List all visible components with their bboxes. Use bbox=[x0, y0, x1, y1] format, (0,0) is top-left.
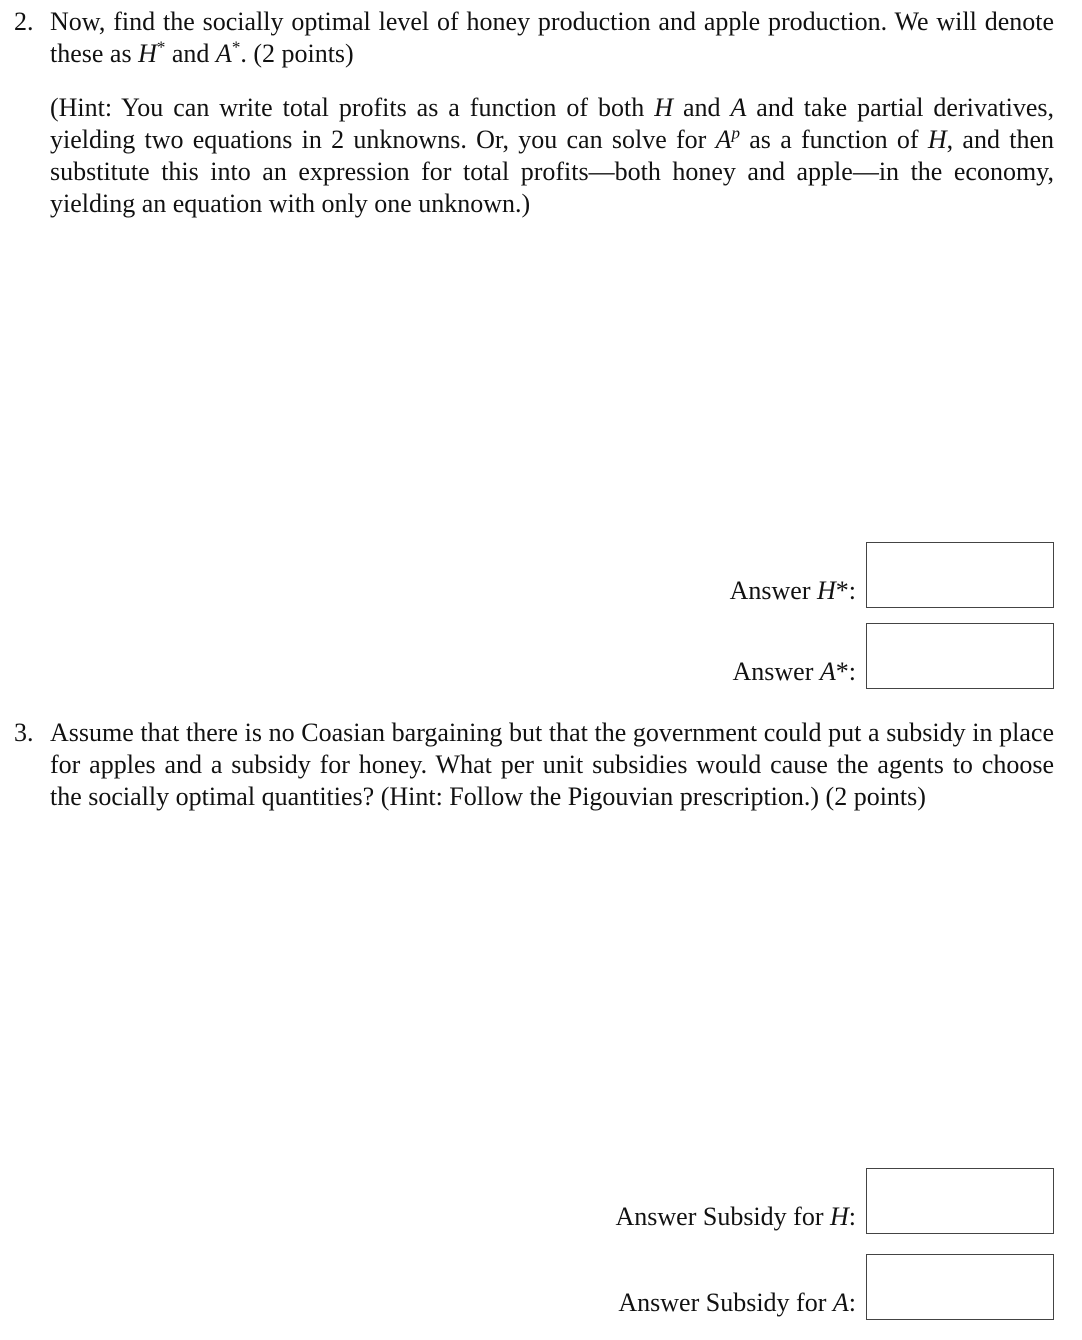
answer-a-star-row bbox=[733, 619, 1055, 689]
answer-h-star-label: Answer H*: bbox=[729, 576, 856, 605]
answer-h-star-input[interactable] bbox=[866, 542, 1054, 608]
answer-a-star-label: Answer A*: bbox=[732, 657, 856, 686]
answer-subsidy-h-label: Answer Subsidy for H: bbox=[615, 1202, 856, 1231]
question-3-number: 3. bbox=[14, 718, 34, 747]
question-2-hint: (Hint: You can write total profits as a function of both H and A and take partial derivatives, yielding two equations in 2 unknowns. Or, you can solve for $A^p$ as a function of H, and then substitute this into an expression for total profits—both honey and apple—in the economy, yielding an equation with only one unknown.) bbox=[50, 93, 1055, 218]
question-3 bbox=[14, 717, 1054, 813]
answer-subsidy-a-input[interactable] bbox=[866, 1254, 1054, 1320]
answer-subsidy-a-row bbox=[618, 1250, 1054, 1320]
answer-subsidy-h-row bbox=[615, 1164, 1054, 1234]
question-2-text: Now, find the socially optimal level of honey production and apple production. We will denote these as H* and A*. (2 points) bbox=[50, 7, 1054, 68]
answer-subsidy-h-input[interactable] bbox=[866, 1168, 1054, 1234]
answer-subsidy-a-label: Answer Subsidy for A: bbox=[618, 1288, 856, 1317]
question-3-text: Assume that there is no Coasian bargaining but that the government could put a subsidy in place for apples and a subsidy for honey. What per unit subsidies would cause the agents to choose the socially optimal quantities? (Hint: Follow the Pigouvian prescription.) (2 points) bbox=[50, 718, 1054, 811]
question-2-number: 2. bbox=[14, 7, 34, 36]
answer-a-star-input[interactable] bbox=[866, 623, 1054, 689]
answer-h-star-row bbox=[730, 538, 1054, 608]
question-2 bbox=[14, 6, 1054, 70]
